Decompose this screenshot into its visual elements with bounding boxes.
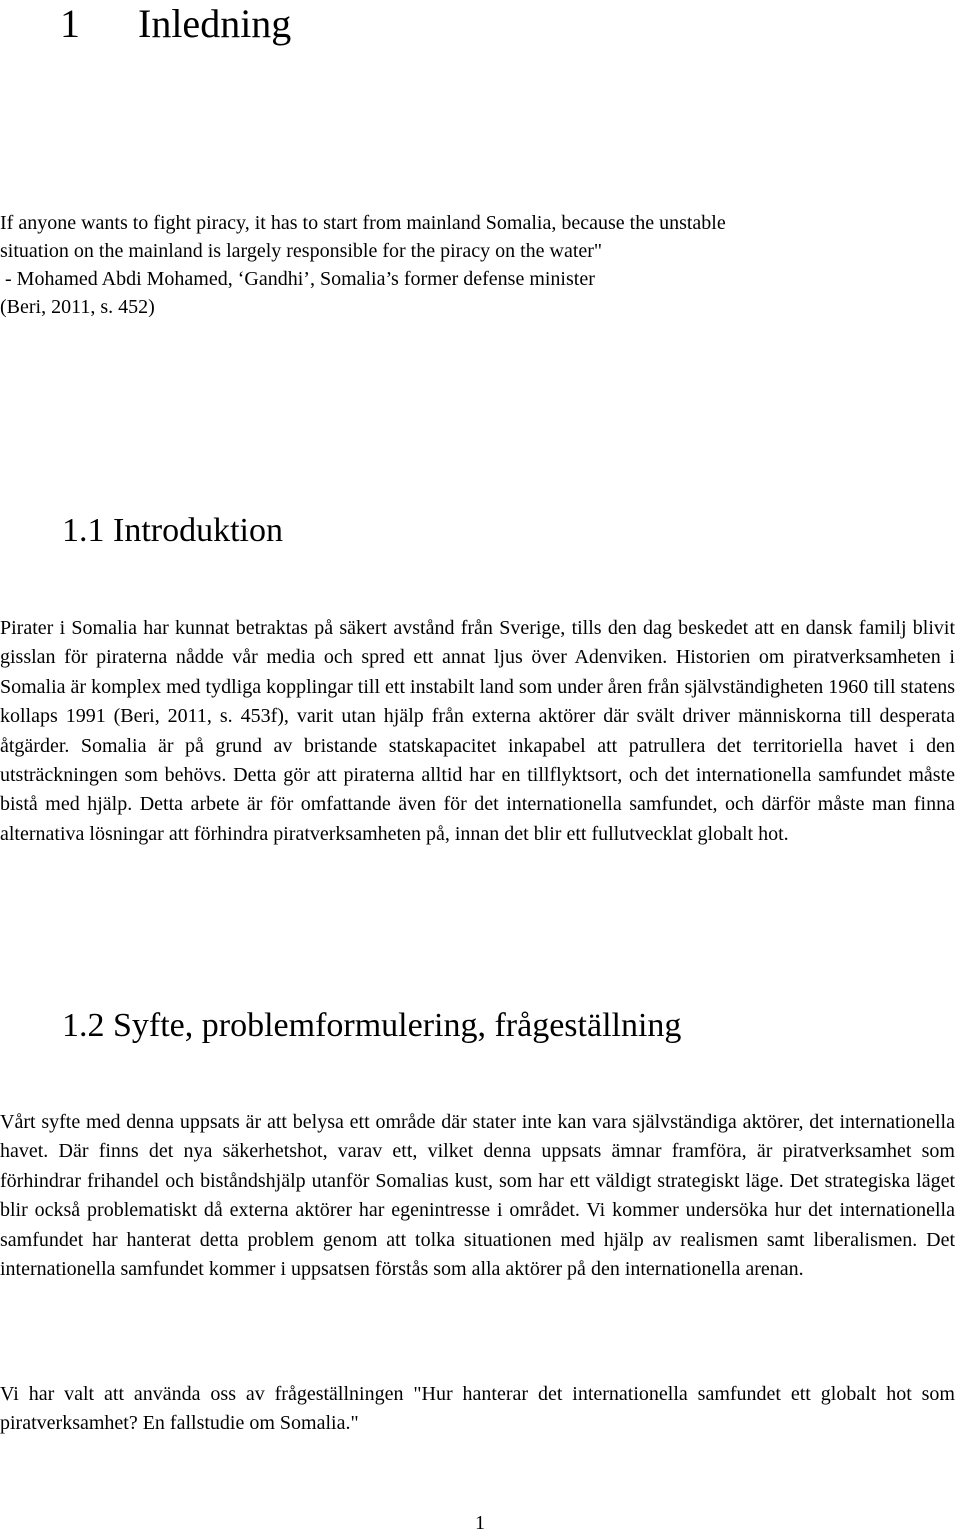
- chapter-title: Inledning: [138, 1, 292, 46]
- chapter-heading: [60, 0, 291, 48]
- introduktion-paragraph: Pirater i Somalia har kunnat betraktas på säkert avstånd från Sverige, tills den dag beskedet att en dansk familj blivit gisslan för piraterna nådde vår media och spred ett annat ljus över Adenviken. Historien om piratverksamheten i Somalia är komplex med tydliga kopplingar till ett instabilt land som under åren från självständigheten 1960 till statens kollaps 1991 (Beri, 2011, s. 453f), varit utan hjälp från externa aktörer där svält driver människorna till desperata åtgärder. Somalia är på grund av bristande statskapacitet inkapabel att patrullera det territoriella havet i den utsträckningen som behövs. Detta gör att piraterna alltid har en tillflyktsort, och det internationella samfundet måste bistå med hjälp. Detta arbete är för omfattande även för det internationella samfundet, och därför måste man finna alternativa lösningar att förhindra piratverksamheten på, innan det blir ett fullutvecklat globalt hot.: [0, 617, 955, 845]
- page-number: 1: [475, 1512, 485, 1534]
- epigraph-quote: [0, 209, 960, 321]
- quote-line: - Mohamed Abdi Mohamed, ‘Gandhi’, Somalia’s former defense minister: [0, 268, 595, 290]
- fragestallning-paragraph: Vi har valt att använda oss av frågeställningen "Hur hanterar det internationella samfundet ett globalt hot som piratverksamhet? En fallstudie om Somalia.": [0, 1383, 955, 1435]
- quote-line: situation on the mainland is largely responsible for the piracy on the water": [0, 240, 603, 262]
- chapter-number: 1: [60, 1, 80, 46]
- section-heading-introduktion: 1.1 Introduktion: [62, 512, 283, 549]
- section-heading-syfte: 1.2 Syfte, problemformulering, frågeställning: [62, 1007, 682, 1044]
- syfte-paragraph: Vårt syfte med denna uppsats är att belysa ett område där stater inte kan vara självständiga aktörer, det internationella havet. Där finns det nya säkerhetshot, varav ett, vilket denna uppsats ämnar framföra, är piratverksamhet som förhindrar frihandel och biståndshjälp utanför Somalias kust, som har ett väldigt strategiskt läge. Det strategiska läget blir också problematiskt då externa aktörer har egenintresse i området. Vi kommer undersöka hur det internationella samfundet har hanterat detta problem genom att tolka situationen med hjälp av realismen samt liberalismen. Det internationella samfundet kommer i uppsatsen förstås som alla aktörer på den internationella arenan.: [0, 1111, 955, 1281]
- quote-line: If anyone wants to fight piracy, it has to start from mainland Somalia, because the unstable: [0, 212, 726, 234]
- quote-line: (Beri, 2011, s. 452): [0, 296, 155, 318]
